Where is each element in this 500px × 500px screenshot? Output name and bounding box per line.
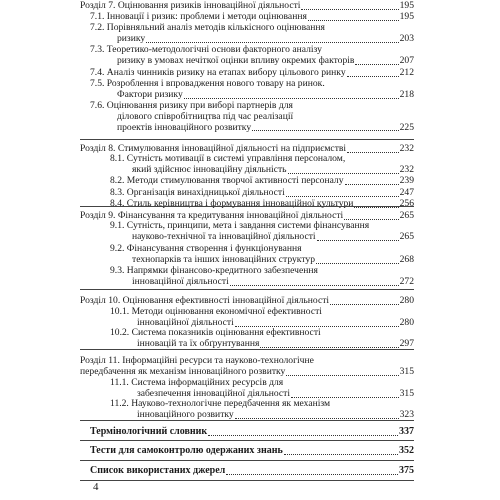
dot-leader xyxy=(355,64,398,65)
toc-section-entry xyxy=(80,199,414,210)
dot-leader xyxy=(208,435,398,436)
toc-page-number: 265 xyxy=(399,210,414,221)
toc-page-number: 207 xyxy=(399,54,414,66)
toc-page-number: 323 xyxy=(399,408,414,420)
toc-page-number: 195 xyxy=(399,11,414,22)
toc-line-text: 8.4. Стиль керівництва і формування інноваційної культури xyxy=(110,198,354,209)
toc-line-text: 9.2. Фінансування створення і функціонування xyxy=(110,243,302,254)
toc-line xyxy=(80,339,414,350)
section-divider xyxy=(80,139,414,140)
section-divider xyxy=(80,480,414,481)
toc-line xyxy=(80,56,414,67)
toc-page-number: 195 xyxy=(399,0,414,11)
dot-leader xyxy=(301,9,398,10)
toc-line-text: Тести для самоконтролю одержаних знань xyxy=(90,445,283,456)
toc-line xyxy=(80,410,414,421)
page-number: 4 xyxy=(93,481,99,493)
dot-leader xyxy=(226,474,398,475)
toc-section-entry xyxy=(80,266,414,288)
toc-page-number: 239 xyxy=(399,175,414,186)
toc-page-number: 315 xyxy=(399,387,414,399)
toc-line xyxy=(80,277,414,288)
section-divider xyxy=(80,440,414,441)
toc-page-number: 375 xyxy=(399,465,414,476)
toc-page-number: 280 xyxy=(399,316,414,328)
toc-page-number: 218 xyxy=(399,88,414,100)
dot-leader xyxy=(288,173,399,174)
toc-line-text: 9.3. Напрямки фінансово-кредитного забезпечення xyxy=(110,265,318,276)
toc-line-text: 8.3. Організація винахідницької діяльності xyxy=(110,187,285,198)
toc-line-text: 9.1. Сутність, принципи, мета і завдання системи фінансування xyxy=(110,220,370,231)
dot-leader xyxy=(316,263,399,264)
toc-line xyxy=(80,427,414,438)
toc-line-text: 10.2. Система показників оцінювання ефективності xyxy=(110,327,321,338)
toc-backmatter-entry xyxy=(80,446,414,457)
toc-line-text: Список використаних джерел xyxy=(90,465,226,476)
toc-line-text: який здійснює інноваційну діяльність xyxy=(132,163,287,175)
dot-leader xyxy=(286,375,398,376)
toc-line-text: інновацій та їх обґрунтування xyxy=(137,337,260,349)
toc-page-number: 297 xyxy=(399,337,414,349)
toc-page-number: 272 xyxy=(399,275,414,287)
toc-line xyxy=(80,266,414,277)
toc-line xyxy=(80,34,414,45)
toc-line-text: інноваційного розвитку xyxy=(137,408,234,420)
toc-page-number: 225 xyxy=(399,121,414,133)
dot-leader xyxy=(347,152,399,153)
toc-page-number: 232 xyxy=(399,163,414,175)
toc-page-number: 256 xyxy=(399,198,414,209)
toc-line xyxy=(80,367,414,378)
toc-line-text: 7.4. Аналіз чинників ризику на етапах вибору цільового ринку xyxy=(90,67,346,78)
toc-section-entry xyxy=(80,221,414,243)
toc-page-number: 232 xyxy=(399,143,414,154)
toc-section-entry xyxy=(80,378,414,400)
toc-line-text: інноваційної діяльності xyxy=(132,275,229,287)
dot-leader xyxy=(260,347,398,348)
toc-line-text: технопарків та інших інноваційних структур xyxy=(132,253,315,265)
dot-leader xyxy=(146,42,398,43)
toc-section-entry xyxy=(80,23,414,45)
toc-line xyxy=(80,199,414,210)
dot-leader xyxy=(347,76,399,77)
toc-section-entry xyxy=(80,399,414,421)
toc-section-entry xyxy=(80,176,414,187)
toc-section-entry xyxy=(80,101,414,133)
toc-line-text: Термінологічний словник xyxy=(90,426,208,437)
toc-line-text: 11.1. Система інформаційних ресурсів для xyxy=(110,377,284,388)
toc-backmatter-entry xyxy=(80,427,414,438)
toc-line-text: Розділ 10. Оцінювання ефективності інноваційної діяльності xyxy=(80,295,330,306)
toc-line xyxy=(80,176,414,187)
toc-line-text: ризику xyxy=(117,32,146,44)
section-divider xyxy=(80,206,414,207)
toc-page-number: 315 xyxy=(399,365,414,377)
toc-line xyxy=(80,123,414,134)
toc-line-text: Фактори ризику xyxy=(117,88,183,100)
dot-leader xyxy=(184,98,399,99)
dot-leader xyxy=(252,130,398,131)
dot-leader xyxy=(317,240,399,241)
toc-line-text: 7.2. Порівняльний аналіз методів кількісного оцінювання xyxy=(90,22,325,33)
toc-line-text: 11.2. Науково-технологічне передбачення як механізм xyxy=(110,398,331,409)
toc-line-text: 8.1. Сутність мотивації в системі управління персоналом, xyxy=(110,153,346,164)
toc-section-entry xyxy=(80,154,414,176)
toc-page-number: 268 xyxy=(399,253,414,265)
toc-line xyxy=(80,255,414,266)
toc-section-entry xyxy=(80,45,414,67)
toc-line-text: ризику в умовах нечіткої оцінки впливу окремих факторів xyxy=(117,54,355,66)
toc-line-text: Розділ 7. Оцінювання ризиків інноваційної діяльності xyxy=(80,0,301,11)
toc-line-text: 7.1. Інновації і ризик: проблеми і методи оцінювання xyxy=(90,11,307,22)
dot-leader xyxy=(284,454,398,455)
section-divider xyxy=(80,289,414,290)
toc-section-entry xyxy=(80,79,414,101)
toc-page-number: 265 xyxy=(399,230,414,242)
toc-line-text: Розділ 9. Фінансування та кредитування інноваційної діяльності xyxy=(80,210,344,221)
toc-line xyxy=(80,446,414,457)
toc-line-text: забезпечення інноваційної діяльності xyxy=(137,387,291,399)
toc-page-number: 247 xyxy=(399,187,414,198)
toc-line-text: 7.3. Теоретико-методологічні основи факторного аналізу xyxy=(90,44,322,55)
toc-page-number: 337 xyxy=(399,426,414,437)
toc-backmatter-entry xyxy=(80,466,414,477)
toc-page-number: 352 xyxy=(399,445,414,456)
toc-line xyxy=(80,112,414,123)
toc-line xyxy=(80,165,414,176)
toc-line xyxy=(80,466,414,477)
toc-line-text: Розділ 11. Інформаційні ресурси та науково-технологічне xyxy=(80,355,314,366)
toc-section-entry xyxy=(80,328,414,350)
dot-leader xyxy=(345,184,399,185)
dot-leader xyxy=(286,196,399,197)
toc-line-text: проектів інноваційного розвитку xyxy=(117,121,252,133)
toc-page-number: 203 xyxy=(399,32,414,44)
toc-section-entry xyxy=(80,244,414,266)
toc-chapter-entry xyxy=(80,356,414,378)
dot-leader xyxy=(230,285,399,286)
toc-line xyxy=(80,232,414,243)
section-divider xyxy=(80,349,414,350)
toc-page-number: 280 xyxy=(399,295,414,306)
toc-line-text: інноваційної діяльності xyxy=(137,316,234,328)
toc-line-text: 8.2. Методи стимулювання творчої активності персоналу xyxy=(110,175,344,186)
toc-line xyxy=(80,307,414,318)
toc-section-entry xyxy=(80,307,414,329)
toc-line-text: 10.1. Методи оцінювання економічної ефективності xyxy=(110,306,322,317)
toc-line-text: 7.6. Оцінювання ризику при виборі партнерів для xyxy=(90,100,293,111)
toc-line xyxy=(80,90,414,101)
toc-line xyxy=(80,399,414,410)
dot-leader xyxy=(235,418,399,419)
dot-leader xyxy=(330,304,399,305)
toc-line-text: передбачення як механізм інноваційного розвитку xyxy=(80,365,286,377)
toc-page-number: 212 xyxy=(399,67,414,78)
toc-line-text: науково-технічної та інноваційної діяльності xyxy=(132,230,316,242)
dot-leader xyxy=(308,20,399,21)
section-divider xyxy=(80,420,414,421)
toc-line-text: 7.5. Розроблення і впровадження нового товару на ринок. xyxy=(90,78,325,89)
toc-line-text: Розділ 8. Стимулювання інноваційної діяльності на підприємстві xyxy=(80,143,347,154)
section-divider xyxy=(80,460,414,461)
toc-line-text: ділового співробітництва під час реалізації xyxy=(117,110,294,122)
